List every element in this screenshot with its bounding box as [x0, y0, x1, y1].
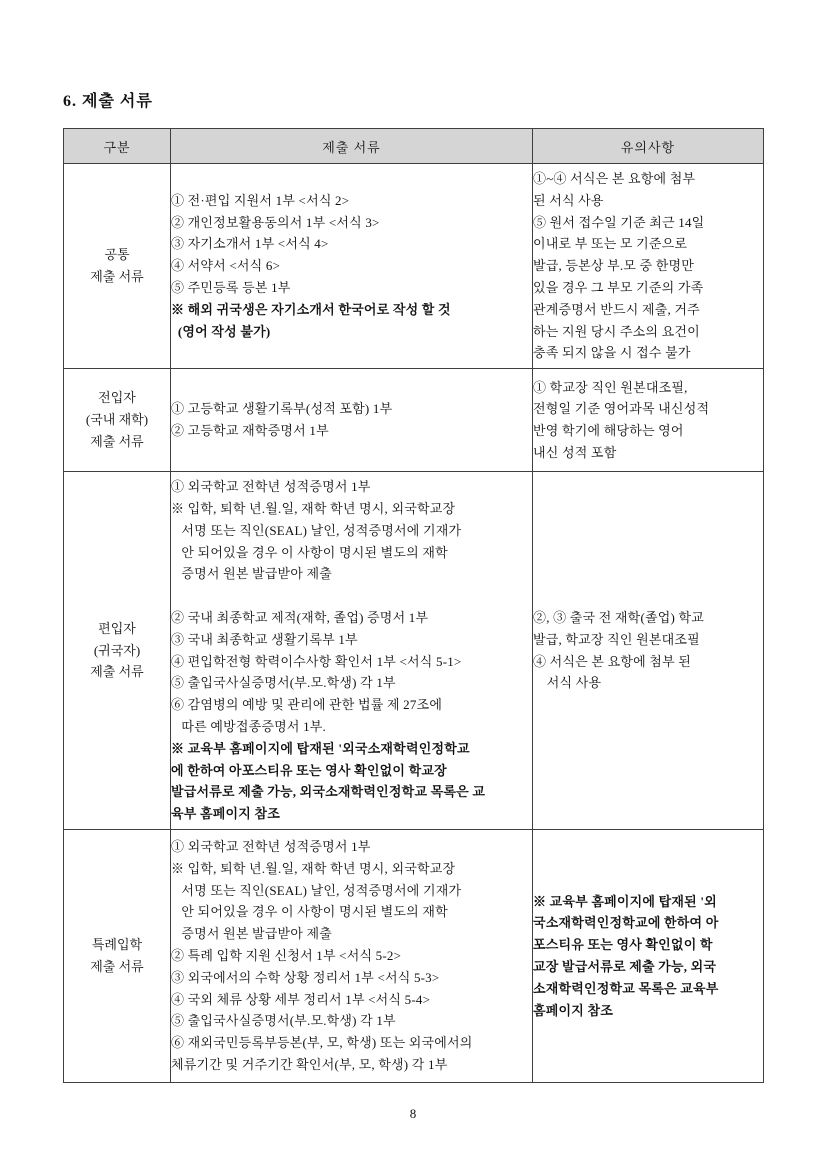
category-label-line: 공통	[104, 247, 130, 263]
category-label-line: 제출 서류	[90, 434, 144, 450]
category-label-line: 특례입학	[91, 937, 143, 953]
document-line: ⑥ 재외국민등록부등본(부, 모, 학생) 또는 외국에서의	[171, 1035, 473, 1051]
note-line: 이내로 부 또는 모 기준으로	[533, 236, 688, 252]
note-line: 된 서식 사용	[533, 192, 604, 208]
document-line: ② 국내 최종학교 제적(재학, 졸업) 증명서 1부	[171, 609, 429, 625]
document-line: ④ 편입학전형 학력이수사항 확인서 1부 <서식 5-1>	[171, 653, 462, 669]
notes-cell	[533, 164, 764, 369]
documents-cell	[171, 472, 533, 830]
document-line: 증명서 원본 발급받아 제출	[171, 926, 333, 942]
page-title: 6. 제출 서류	[63, 93, 153, 110]
page-number: 8	[409, 1106, 417, 1121]
category-label-line: 제출 서류	[90, 664, 144, 680]
notes-cell	[533, 369, 764, 472]
document-line: ② 고등학교 재학증명서 1부	[171, 423, 329, 439]
category-cell	[64, 164, 171, 369]
category-cell	[64, 829, 171, 1082]
note-line: ※ 교육부 홈페이지에 탑재된 '외	[533, 893, 717, 909]
header-documents: 제출 서류	[171, 129, 533, 164]
document-line: ※ 입학, 퇴학 년.월.일, 재학 학년 명시, 외국학교장	[171, 860, 456, 876]
document-line: ⑤ 출입국사실증명서(부.모.학생) 각 1부	[171, 1013, 396, 1029]
note-line: 발급, 학교장 직인 원본대조필	[533, 631, 700, 647]
table-body	[64, 164, 764, 1083]
note-line: ②, ③ 출국 전 재학(졸업) 학교	[533, 609, 704, 625]
note-line: 국소재학력인정학교에 한하여 아	[533, 915, 719, 931]
category-label-line: 제출 서류	[90, 269, 144, 285]
document-line: 안 되어있을 경우 이 사항이 명시된 별도의 재학	[171, 544, 448, 560]
document-line: ② 개인정보활용동의서 1부 <서식 3>	[171, 214, 380, 230]
document-line: 발급서류로 제출 가능, 외국소재학력인정학교 목록은 교	[171, 784, 486, 800]
note-line: 관계증명서 반드시 제출, 거주	[533, 301, 700, 317]
document-line: 따른 예방접종증명서 1부.	[171, 718, 326, 734]
documents-cell	[171, 829, 533, 1082]
note-line: 하는 지원 당시 주소의 요건이	[533, 323, 700, 339]
document-line: 육부 홈페이지 참조	[171, 806, 280, 822]
note-line: ① 학교장 직인 원본대조필,	[533, 379, 688, 395]
table-header	[64, 129, 764, 164]
document-line: ③ 외국에서의 수학 상황 정리서 1부 <서식 5-3>	[171, 969, 440, 985]
document-line: ① 고등학교 생활기록부(성적 포함) 1부	[171, 401, 393, 417]
document-line: ① 외국학교 전학년 성적증명서 1부	[171, 839, 371, 855]
table-row	[64, 472, 764, 830]
notes-cell	[533, 829, 764, 1082]
category-label-line: 편입자	[98, 620, 136, 636]
category-cell	[64, 472, 171, 830]
document-line: ② 특례 입학 지원 신청서 1부 <서식 5-2>	[171, 948, 402, 964]
note-line: 홈페이지 참조	[533, 1002, 613, 1018]
document-line: ⑤ 출입국사실증명서(부.모.학생) 각 1부	[171, 675, 396, 691]
table-row	[64, 164, 764, 369]
document-line: 증명서 원본 발급받아 제출	[171, 566, 333, 582]
note-line: 있을 경우 그 부모 기준의 가족	[533, 279, 704, 295]
document-line: 서명 또는 직인(SEAL) 날인, 성적증명서에 기재가	[171, 522, 462, 538]
note-line: ⑤ 원서 접수일 기준 최근 14일	[533, 214, 705, 230]
note-line: ①~④ 서식은 본 요항에 첨부	[533, 171, 696, 186]
header-notes: 유의사항	[533, 129, 764, 164]
category-cell	[64, 369, 171, 472]
header-category: 구분	[64, 129, 171, 164]
note-line: 반영 학기에 해당하는 영어	[533, 423, 684, 439]
documents-cell	[171, 369, 533, 472]
table-row	[64, 829, 764, 1082]
category-label-line: (국내 재학)	[85, 412, 149, 428]
document-line: ① 외국학교 전학년 성적증명서 1부	[171, 479, 371, 495]
document-line: ③ 자기소개서 1부 <서식 4>	[171, 236, 329, 252]
submission-documents-table	[63, 128, 764, 1083]
note-line: 전형일 기준 영어과목 내신성적	[533, 401, 710, 417]
note-line: 내신 성적 포함	[533, 444, 617, 460]
document-line: ⑤ 주민등록 등본 1부	[171, 279, 291, 295]
document-line: 에 한하여 아포스티유 또는 영사 확인없이 학교장	[171, 762, 447, 778]
note-line: 발급, 등본상 부.모 중 한명만	[533, 258, 695, 274]
table-row	[64, 369, 764, 472]
note-line: 포스티유 또는 영사 확인없이 학	[533, 937, 713, 953]
document-line: ③ 국내 최종학교 생활기록부 1부	[171, 631, 358, 647]
document-line: 안 되어있을 경우 이 사항이 명시된 별도의 재학	[171, 904, 448, 920]
document-line: ※ 교육부 홈페이지에 탑재된 '외국소재학력인정학교	[171, 740, 470, 756]
note-line: 서식 사용	[533, 675, 602, 691]
category-label-line: 제출 서류	[90, 958, 144, 974]
note-line: 충족 되지 않을 시 접수 불가	[533, 345, 691, 361]
notes-cell	[533, 472, 764, 830]
note-line: ④ 서식은 본 요항에 첨부 된	[533, 653, 692, 669]
document-line: 서명 또는 직인(SEAL) 날인, 성적증명서에 기재가	[171, 882, 462, 898]
document-line: 체류기간 및 거주기간 확인서(부, 모, 학생) 각 1부	[171, 1057, 448, 1072]
document-line: ※ 입학, 퇴학 년.월.일, 재학 학년 명시, 외국학교장	[171, 500, 456, 516]
document-line: ④ 국외 체류 상황 세부 정리서 1부 <서식 5-4>	[171, 991, 431, 1007]
document-line: ④ 서약서 <서식 6>	[171, 258, 281, 274]
document-line: (영어 작성 불가)	[171, 323, 271, 339]
documents-cell	[171, 164, 533, 369]
header-row	[64, 129, 764, 164]
document-line	[171, 585, 532, 607]
document-line: ※ 해외 귀국생은 자기소개서 한국어로 작성 할 것	[171, 301, 451, 317]
category-label-line: 전입자	[98, 390, 136, 406]
note-line: 소재학력인정학교 목록은 교육부	[533, 980, 719, 996]
note-line: 교장 발급서류로 제출 가능, 외국	[533, 958, 717, 974]
document-line: ⑥ 감염병의 예방 및 관리에 관한 법률 제 27조에	[171, 697, 443, 713]
document-line: ① 전·편입 지원서 1부 <서식 2>	[171, 192, 350, 208]
category-label-line: (귀국자)	[93, 642, 141, 658]
